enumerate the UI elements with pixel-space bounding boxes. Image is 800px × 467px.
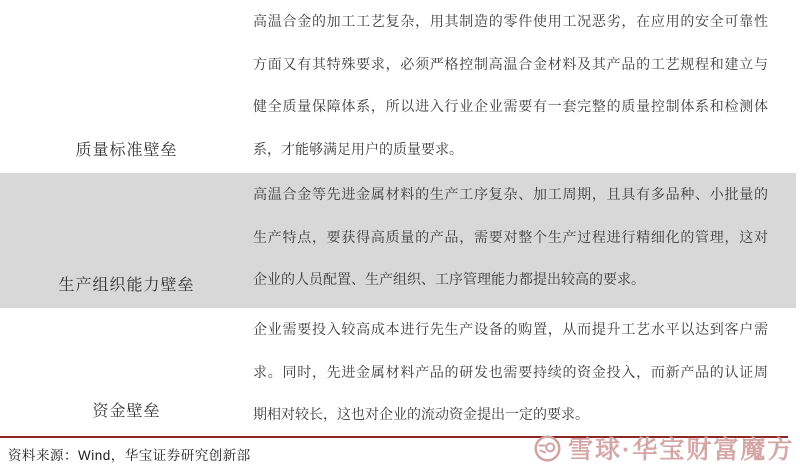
body-line: 方面又有其特殊要求，必须严格控制高温合金材料及其产品的工艺规程和建立与	[253, 55, 768, 72]
body-line: 高温合金等先进金属材料的生产工序复杂、加工周期，且具有多品种、小批量的	[253, 186, 768, 202]
table-row	[0, 0, 796, 173]
divider-line	[0, 436, 788, 438]
body-line: 期相对较长，这也对企业的流动资金提出一定的要求。	[253, 406, 589, 422]
body-line: 求。同时，先进金属材料产品的研发也需要持续的资金投入，而新产品的认证周	[253, 363, 768, 380]
source-note: 资料来源：Wind，华宝证券研究创新部	[8, 448, 251, 463]
body-line: 高温合金的加工工艺复杂，用其制造的零件使用工况恶劣，在应用的安全可靠性	[253, 13, 768, 29]
row-label-capital: 资金壁垒	[92, 403, 161, 420]
watermark-text: 雪球·华宝财富魔方	[568, 436, 795, 464]
row-label-quality-standards: 质量标准壁垒	[75, 142, 178, 159]
body-line: 生产特点，要获得高质量的产品，需要对整个生产过程进行精细化的管理，这对	[253, 228, 768, 245]
body-line: 企业需要投入较高成本进行先生产设备的购置，从而提升工艺水平以达到客户需	[253, 321, 768, 337]
row-label-production-organization: 生产组织能力壁垒	[58, 277, 195, 294]
table-row	[0, 173, 796, 308]
table-row	[0, 308, 796, 437]
xueqiu-snowball-logo-icon	[534, 435, 561, 462]
body-line: 系，才能够满足用户的质量要求。	[253, 140, 463, 157]
body-line: 健全质量保障体系，所以进入行业企业需要有一套完整的质量控制体系和检测体	[253, 98, 768, 114]
body-line: 企业的人员配置、生产组织、工序管理能力都提出较高的要求。	[253, 271, 645, 287]
row-body	[253, 0, 768, 170]
row-body	[253, 308, 768, 436]
row-body	[253, 173, 768, 301]
